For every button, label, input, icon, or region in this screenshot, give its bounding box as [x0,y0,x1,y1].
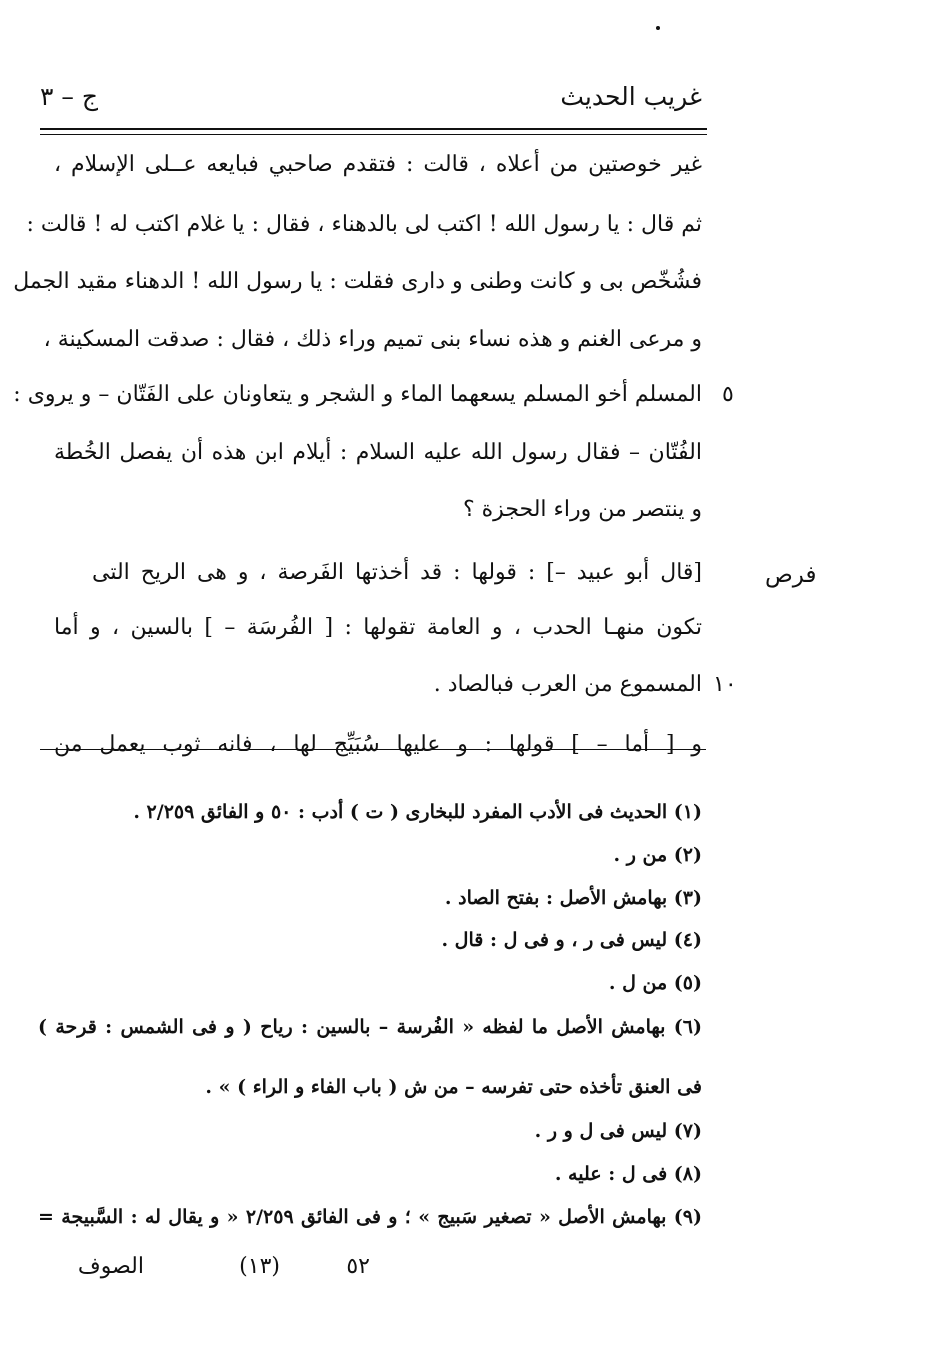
footnote-5: (٥) من ل . [608,972,702,994]
footnote-8: (٨) فى ل : عليه . [554,1163,702,1185]
page-number: ٥٢ [346,1254,370,1279]
text-line-3: فشُخّص بى و كانت وطنى و دارى فقلت : يا رسول الله ! الدهناء مقيد الجمل [13,269,702,294]
text-line-7: و ينتصر من وراء الحجزة ؟ [462,497,702,522]
text-line-4: و مرعى الغنم و هذه نساء بنى تميم وراء ذلك ، فقال : صدقت المسكينة ، [43,327,702,352]
footnote-1: (١) الحديث فى الأدب المفرد للبخارى ( ت ) أدب : ٥٠ و الفائق ٢/٢٥٩ . [133,801,702,823]
footnote-9: (٩) بهامش الأصل « تصغير سَبيج » ؛ و فى الفائق ٢/٢٥٩ « و يقال له : السَّبيجة = [38,1206,702,1228]
line-number-10: ١٠ [713,672,737,697]
text-line-6: الفُتّان – فقال رسول الله عليه السلام : أيلام ابن هذه أن يفصل الخُطة [54,440,702,465]
catchword: الصوف [77,1254,144,1279]
footnote-7: (٧) ليس فى ل و ر . [534,1120,702,1142]
text-line-10: المسموع من العرب فبالصاد . [433,672,702,697]
volume-label: ج – ٣ [40,82,98,111]
footnote-6: (٦) بهامش الأصل ما لفظه « الفُرسة – بالسين : رياح ( و فى الشمس : قرحة ) [38,1016,702,1038]
footnote-2: (٢) من ر . [613,844,702,866]
footnote-4: (٤) ليس فى ر ، و فى ل : قال . [441,929,702,951]
footnote-6-continued: فى العنق تأخذه حتى تفرسه – من ش ( باب الفاء و الراء ) » . [205,1076,702,1098]
text-line-2: ثم قال : يا رسول الله ! اكتب لى بالدهناء ، فقال : يا غلام اكتب له ! قالت : [26,212,702,237]
text-line-8: [قال أبو عبيد –] : قولها : قد أخذتها الفَرصة ، و هى الريح التى [92,560,702,585]
header-rule [40,128,707,135]
margin-keyword: فرص [765,562,817,588]
text-line-11: و [ أما – ] قولها : و عليها سُبَيِّج لها ، فانه ثوب يعمل من [54,732,702,757]
footnote-rule [40,749,706,750]
page-speck [656,26,660,30]
signature-mark: (١٣) [239,1254,280,1279]
book-title: غريب الحديث [560,82,702,111]
footnote-3: (٣) بهامش الأصل : بفتح الصاد . [444,887,702,909]
line-number-5: ٥ [722,382,734,407]
text-line-1: غير خوصتين من أعلاه ، قالت : فتقدم صاحبي فبايعه عــلى الإسلام ، [54,152,702,177]
page-header [40,82,702,122]
text-line-5: المسلم أخو المسلم يسعهما الماء و الشجر و يتعاونان على الفَتّان – و يروى : [13,382,702,407]
text-line-9: تكون منهـا الحدب ، و العامة تقولها : [ الفُرسَة – ] بالسين ، و أما [54,615,702,640]
page-footer [60,1254,700,1290]
